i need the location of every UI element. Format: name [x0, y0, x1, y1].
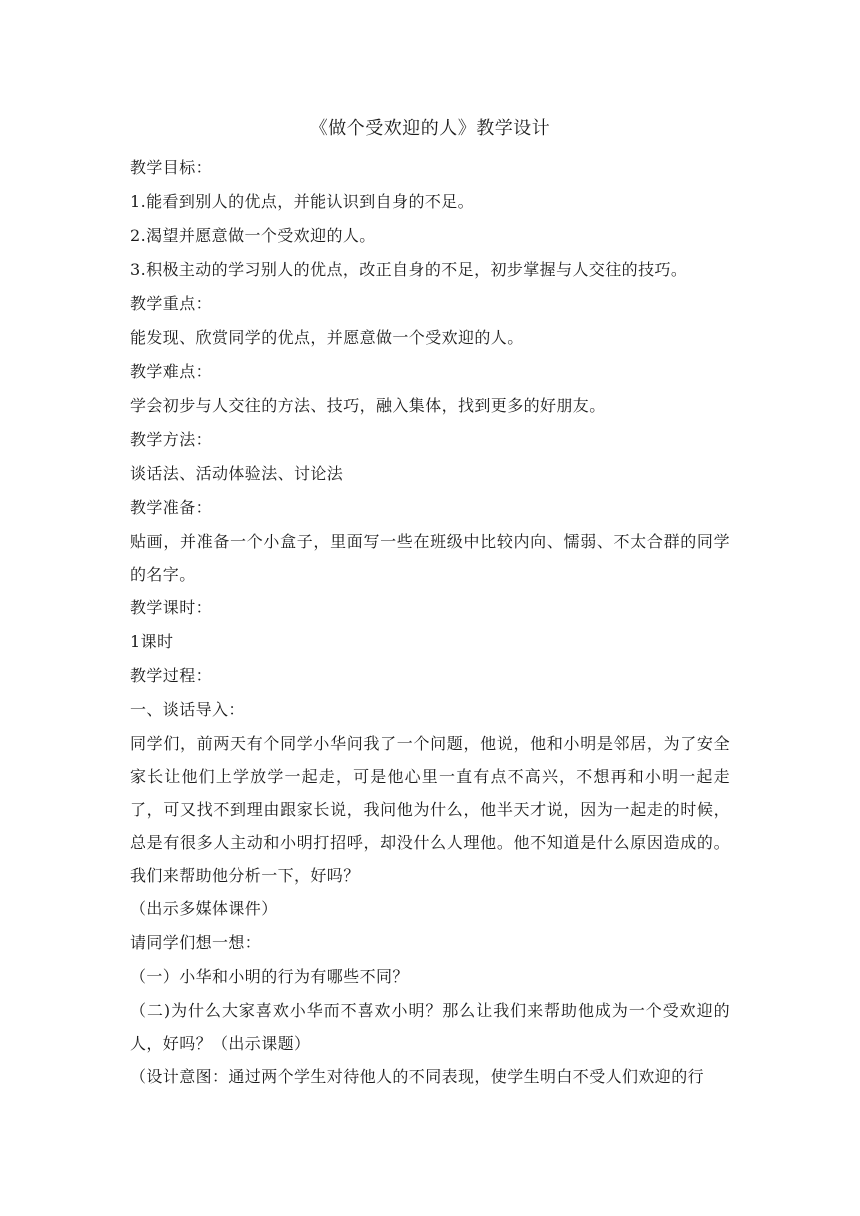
document-body [130, 111, 730, 1094]
intro-story-paragraph: 同学们，前两天有个同学小华问我了一个问题，他说，他和小明是邻居，为了安全家长让他们上学放学一起走，可是他心里一直有点不高兴，不想再和小明一起走了，可又找不到理由跟家长说，我问他为什么，他半天才说，因为一起走的时候，总是有很多人主动和小明打招呼，却没什么人理他。他不知道是什么原因造成的。我们来帮助他分析一下，好吗？ [130, 734, 730, 885]
section-intro-heading: 一、谈话导入： [130, 700, 245, 719]
methods-text: 谈话法、活动体验法、讨论法 [130, 464, 344, 483]
heading-process: 教学过程： [130, 666, 213, 685]
question-1: （一）小华和小明的行为有哪些不同？ [130, 967, 409, 986]
document-title: 《做个受欢迎的人》教学设计 [309, 118, 551, 139]
multimedia-note: （出示多媒体课件） [130, 899, 278, 918]
goal-item-2: 2.渴望并愿意做一个受欢迎的人。 [130, 226, 376, 245]
heading-methods: 教学方法： [130, 430, 213, 449]
question-2: （二)为什么大家喜欢小华而不喜欢小明？那么让我们来帮助他成为一个受欢迎的人，好吗？（出示课题） [130, 1001, 730, 1053]
heading-class-hours: 教学课时： [130, 598, 213, 617]
class-hours-text: 1课时 [130, 632, 174, 651]
preparation-text: 贴画，并准备一个小盒子，里面写一些在班级中比较内向、懦弱、不太合群的同学的名字。 [130, 532, 730, 584]
goal-item-1: 1.能看到别人的优点，并能认识到自身的不足。 [130, 192, 475, 211]
key-points-text: 能发现、欣赏同学的优点，并愿意做一个受欢迎的人。 [130, 328, 524, 347]
difficulties-text: 学会初步与人交往的方法、技巧，融入集体，找到更多的好朋友。 [130, 396, 606, 415]
heading-difficulties: 教学难点： [130, 362, 213, 381]
goal-item-3: 3.积极主动的学习别人的优点，改正自身的不足，初步掌握与人交往的技巧。 [130, 260, 688, 279]
think-prompt: 请同学们想一想： [130, 933, 262, 952]
design-intent-text: （设计意图：通过两个学生对待他人的不同表现，使学生明白不受人们欢迎的行 [130, 1067, 705, 1086]
heading-key-points: 教学重点： [130, 294, 213, 313]
heading-preparation: 教学准备： [130, 498, 213, 517]
heading-teaching-goals: 教学目标： [130, 158, 213, 177]
